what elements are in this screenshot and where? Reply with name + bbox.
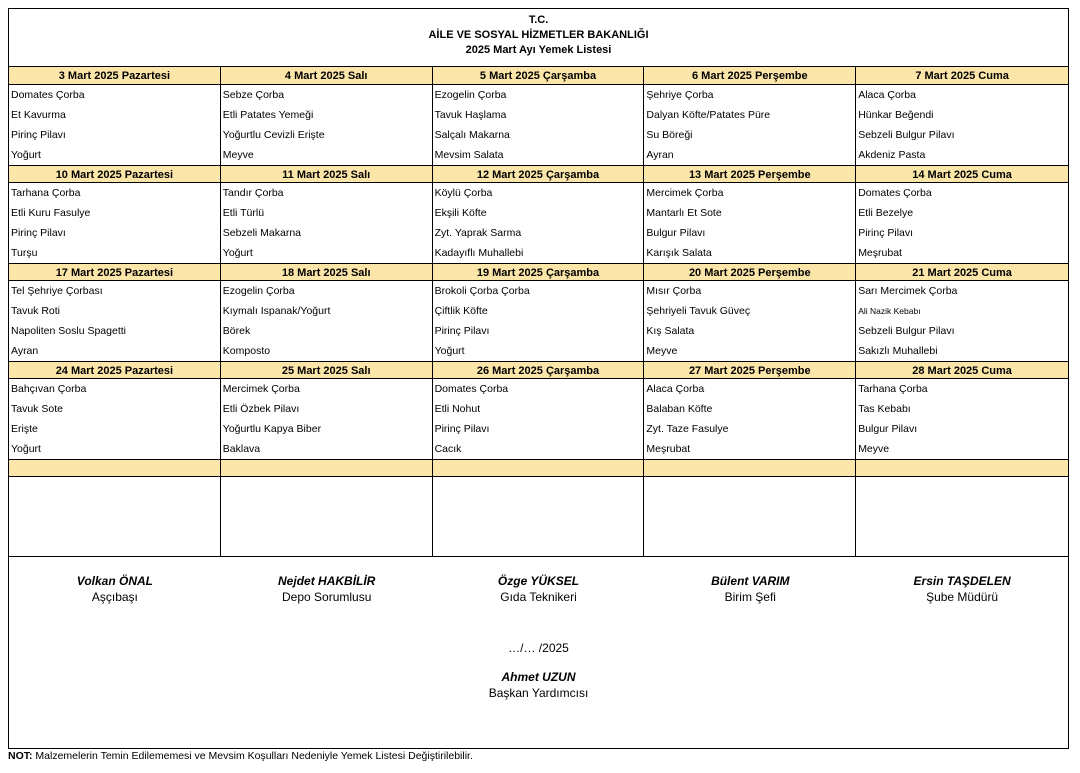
day-column bbox=[433, 361, 645, 459]
week-row bbox=[9, 67, 1068, 165]
menu-item: Pirinç Pilavı bbox=[11, 227, 66, 239]
menu-item: Tel Şehriye Çorbası bbox=[11, 285, 103, 297]
menu-item: Bulgur Pilavı bbox=[646, 227, 706, 239]
day-date: 18 Mart 2025 Salı bbox=[221, 263, 432, 281]
day-column bbox=[221, 263, 433, 361]
menu-item: Etli Kuru Fasulye bbox=[11, 207, 91, 219]
menu-item: Etli Özbek Pilavı bbox=[222, 403, 300, 415]
menu-item: Sakızlı Muhallebi bbox=[858, 345, 938, 357]
menu-item: Kış Salata bbox=[646, 325, 695, 337]
header-ministry: AİLE VE SOSYAL HİZMETLER BAKANLIĞI bbox=[428, 29, 649, 41]
menu-item: Meyve bbox=[646, 345, 678, 357]
signature-name: Özge YÜKSEL bbox=[497, 574, 580, 588]
menu-item: Sebze Çorba bbox=[222, 89, 285, 101]
menu-item: Pirinç Pilavı bbox=[434, 325, 490, 337]
menu-item: Tarhana Çorba bbox=[11, 187, 81, 199]
menu-item: Etli Patates Yemeği bbox=[222, 109, 314, 121]
day-column bbox=[221, 361, 433, 459]
menu-item: Ezogelin Çorba bbox=[222, 285, 295, 297]
menu-item: Balaban Köfte bbox=[646, 403, 713, 415]
menu-item: Etli Türlü bbox=[222, 207, 265, 219]
signature bbox=[644, 573, 856, 605]
day-column bbox=[856, 361, 1068, 459]
menu-item: Yoğurt bbox=[11, 149, 41, 161]
week-row bbox=[9, 263, 1068, 361]
day-date: 12 Mart 2025 Çarşamba bbox=[433, 165, 644, 183]
day-column bbox=[9, 263, 221, 361]
menu-item: Domates Çorba bbox=[11, 89, 85, 101]
signature-title: Şube Müdürü bbox=[926, 590, 999, 604]
day-column bbox=[9, 361, 221, 459]
signature-name: Bülent VARIM bbox=[711, 574, 790, 588]
day-column bbox=[433, 263, 645, 361]
menu-item: Domates Çorba bbox=[858, 187, 932, 199]
week-row bbox=[9, 165, 1068, 263]
menu-item: Şehriyeli Tavuk Güveç bbox=[646, 305, 751, 317]
note-label: NOT: bbox=[8, 750, 33, 762]
menu-item: Napoliten Soslu Spagetti bbox=[11, 325, 126, 337]
menu-item: Ayran bbox=[646, 149, 674, 161]
menu-item: Yoğurt bbox=[434, 345, 465, 357]
day-date: 14 Mart 2025 Cuma bbox=[856, 165, 1068, 183]
menu-item: Zyt. Taze Fasulye bbox=[646, 423, 729, 435]
menu-item: Komposto bbox=[222, 345, 271, 357]
menu-item: Erişte bbox=[11, 423, 38, 435]
menu-item: Sebzeli Bulgur Pilavı bbox=[858, 325, 955, 337]
day-date: 3 Mart 2025 Pazartesi bbox=[9, 67, 220, 85]
signature-name: Ersin TAŞDELEN bbox=[913, 574, 1011, 588]
signature-title: Gıda Teknikeri bbox=[500, 590, 577, 604]
menu-item: Tavuk Roti bbox=[11, 305, 61, 317]
menu-item: Etli Bezelye bbox=[858, 207, 914, 219]
menu-item: Meşrubat bbox=[646, 443, 691, 455]
empty-body-row bbox=[9, 477, 1068, 557]
menu-item: Sarı Mercimek Çorba bbox=[858, 285, 958, 297]
day-column bbox=[9, 165, 221, 263]
menu-table bbox=[9, 67, 1068, 459]
footer-note bbox=[8, 750, 473, 762]
signature-title: Aşçıbaşı bbox=[91, 590, 138, 604]
signature-name: Nejdet HAKBİLİR bbox=[278, 574, 376, 588]
day-date: 27 Mart 2025 Perşembe bbox=[644, 361, 855, 379]
menu-item: Tas Kebabı bbox=[858, 403, 911, 415]
menu-item: Mantarlı Et Sote bbox=[646, 207, 722, 219]
menu-item: Baklava bbox=[222, 443, 261, 455]
day-date: 19 Mart 2025 Çarşamba bbox=[433, 263, 644, 281]
day-column bbox=[221, 67, 433, 165]
day-date: 17 Mart 2025 Pazartesi bbox=[9, 263, 220, 281]
signature bbox=[856, 573, 1068, 605]
menu-item: Domates Çorba bbox=[434, 383, 509, 395]
menu-item: Yoğurt bbox=[222, 247, 253, 259]
day-date: 28 Mart 2025 Cuma bbox=[856, 361, 1068, 379]
menu-item: Bulgur Pilavı bbox=[858, 423, 918, 435]
day-date: 26 Mart 2025 Çarşamba bbox=[433, 361, 644, 379]
approver-name: Ahmet UZUN bbox=[501, 670, 576, 684]
day-date: 4 Mart 2025 Salı bbox=[221, 67, 432, 85]
menu-item: Bahçıvan Çorba bbox=[11, 383, 87, 395]
day-column bbox=[9, 67, 221, 165]
empty-header-row bbox=[9, 459, 1068, 477]
menu-item: Ekşili Köfte bbox=[434, 207, 487, 219]
menu-item: Mısır Çorba bbox=[646, 285, 702, 297]
signature-title: Depo Sorumlusu bbox=[282, 590, 372, 604]
menu-item: Dalyan Köfte/Patates Püre bbox=[646, 109, 771, 121]
day-date: 21 Mart 2025 Cuma bbox=[856, 263, 1068, 281]
day-column bbox=[856, 263, 1068, 361]
menu-item: Hünkar Beğendi bbox=[858, 109, 934, 121]
signature bbox=[9, 573, 221, 605]
day-column bbox=[644, 361, 856, 459]
menu-item: Mercimek Çorba bbox=[222, 383, 300, 395]
menu-item: Yoğurtlu Cevizli Erişte bbox=[222, 129, 325, 141]
menu-item: Alaca Çorba bbox=[646, 383, 705, 395]
day-date: 7 Mart 2025 Cuma bbox=[856, 67, 1068, 85]
menu-item: Tarhana Çorba bbox=[858, 383, 928, 395]
day-date: 25 Mart 2025 Salı bbox=[221, 361, 432, 379]
menu-item: Meşrubat bbox=[858, 247, 902, 259]
menu-item: Pirinç Pilavı bbox=[434, 423, 490, 435]
day-date: 5 Mart 2025 Çarşamba bbox=[433, 67, 644, 85]
day-column bbox=[644, 263, 856, 361]
week-row bbox=[9, 361, 1068, 459]
menu-item: Akdeniz Pasta bbox=[858, 149, 926, 161]
menu-item: Meyve bbox=[858, 443, 890, 455]
menu-item: Börek bbox=[222, 325, 251, 337]
document-header bbox=[9, 9, 1068, 67]
signature bbox=[221, 573, 433, 605]
signature bbox=[433, 573, 645, 605]
day-date: 24 Mart 2025 Pazartesi bbox=[9, 361, 220, 379]
menu-item: Zyt. Yaprak Sarma bbox=[434, 227, 522, 239]
menu-item: Etli Nohut bbox=[434, 403, 481, 415]
menu-item: Sebzeli Makarna bbox=[222, 227, 302, 239]
header-tc: T.C. bbox=[528, 14, 549, 26]
menu-item: Ali Nazik Kebabı bbox=[858, 306, 921, 316]
day-date: 13 Mart 2025 Perşembe bbox=[644, 165, 855, 183]
day-column bbox=[433, 165, 645, 263]
menu-item: Turşu bbox=[11, 247, 38, 259]
menu-item: Mercimek Çorba bbox=[646, 187, 724, 199]
day-column bbox=[856, 165, 1068, 263]
date-line: …/… /2025 bbox=[508, 641, 569, 655]
menu-item: Mevsim Salata bbox=[434, 149, 504, 161]
menu-item: Salçalı Makarna bbox=[434, 129, 510, 141]
day-date: 20 Mart 2025 Perşembe bbox=[644, 263, 855, 281]
signature-block bbox=[9, 573, 1068, 605]
menu-item: Kadayıflı Muhallebi bbox=[434, 247, 524, 259]
menu-item: Tandır Çorba bbox=[222, 187, 284, 199]
signature-title: Birim Şefi bbox=[724, 590, 776, 604]
header-title: 2025 Mart Ayı Yemek Listesi bbox=[465, 44, 612, 56]
menu-item: Kıymalı Ispanak/Yoğurt bbox=[222, 305, 331, 317]
day-column bbox=[433, 67, 645, 165]
day-date: 6 Mart 2025 Perşembe bbox=[644, 67, 855, 85]
menu-item: Yoğurtlu Kapya Biber bbox=[222, 423, 322, 435]
day-date: 11 Mart 2025 Salı bbox=[221, 165, 432, 183]
menu-item: Yoğurt bbox=[11, 443, 41, 455]
menu-item: Sebzeli Bulgur Pilavı bbox=[858, 129, 955, 141]
menu-item: Brokoli Çorba Çorba bbox=[434, 285, 530, 297]
menu-item: Pirinç Pilavı bbox=[858, 227, 914, 239]
menu-item: Karışık Salata bbox=[646, 247, 712, 259]
note-text: Malzemelerin Temin Edilememesi ve Mevsim Koşulları Nedeniyle Yemek Listesi Değiştirilebilir. bbox=[32, 750, 473, 762]
day-date: 10 Mart 2025 Pazartesi bbox=[9, 165, 220, 183]
menu-item: Ayran bbox=[11, 345, 39, 357]
menu-item: Cacık bbox=[434, 443, 462, 455]
menu-item: Ezogelin Çorba bbox=[434, 89, 507, 101]
day-column bbox=[644, 67, 856, 165]
menu-item: Çiftlik Köfte bbox=[434, 305, 488, 317]
day-column bbox=[221, 165, 433, 263]
menu-item: Pirinç Pilavı bbox=[11, 129, 66, 141]
menu-item: Alaca Çorba bbox=[858, 89, 916, 101]
menu-item: Meyve bbox=[222, 149, 254, 161]
menu-item: Et Kavurma bbox=[11, 109, 66, 121]
menu-item: Köylü Çorba bbox=[434, 187, 493, 199]
menu-item: Tavuk Sote bbox=[11, 403, 63, 415]
approver-block bbox=[9, 669, 1068, 701]
menu-item: Su Böreği bbox=[646, 129, 693, 141]
menu-item: Tavuk Haşlama bbox=[434, 109, 507, 121]
menu-document bbox=[8, 8, 1069, 749]
day-column bbox=[644, 165, 856, 263]
approver-title: Başkan Yardımcısı bbox=[488, 686, 589, 700]
day-column bbox=[856, 67, 1068, 165]
signature-name: Volkan ÖNAL bbox=[76, 574, 154, 588]
menu-item: Şehriye Çorba bbox=[646, 89, 714, 101]
